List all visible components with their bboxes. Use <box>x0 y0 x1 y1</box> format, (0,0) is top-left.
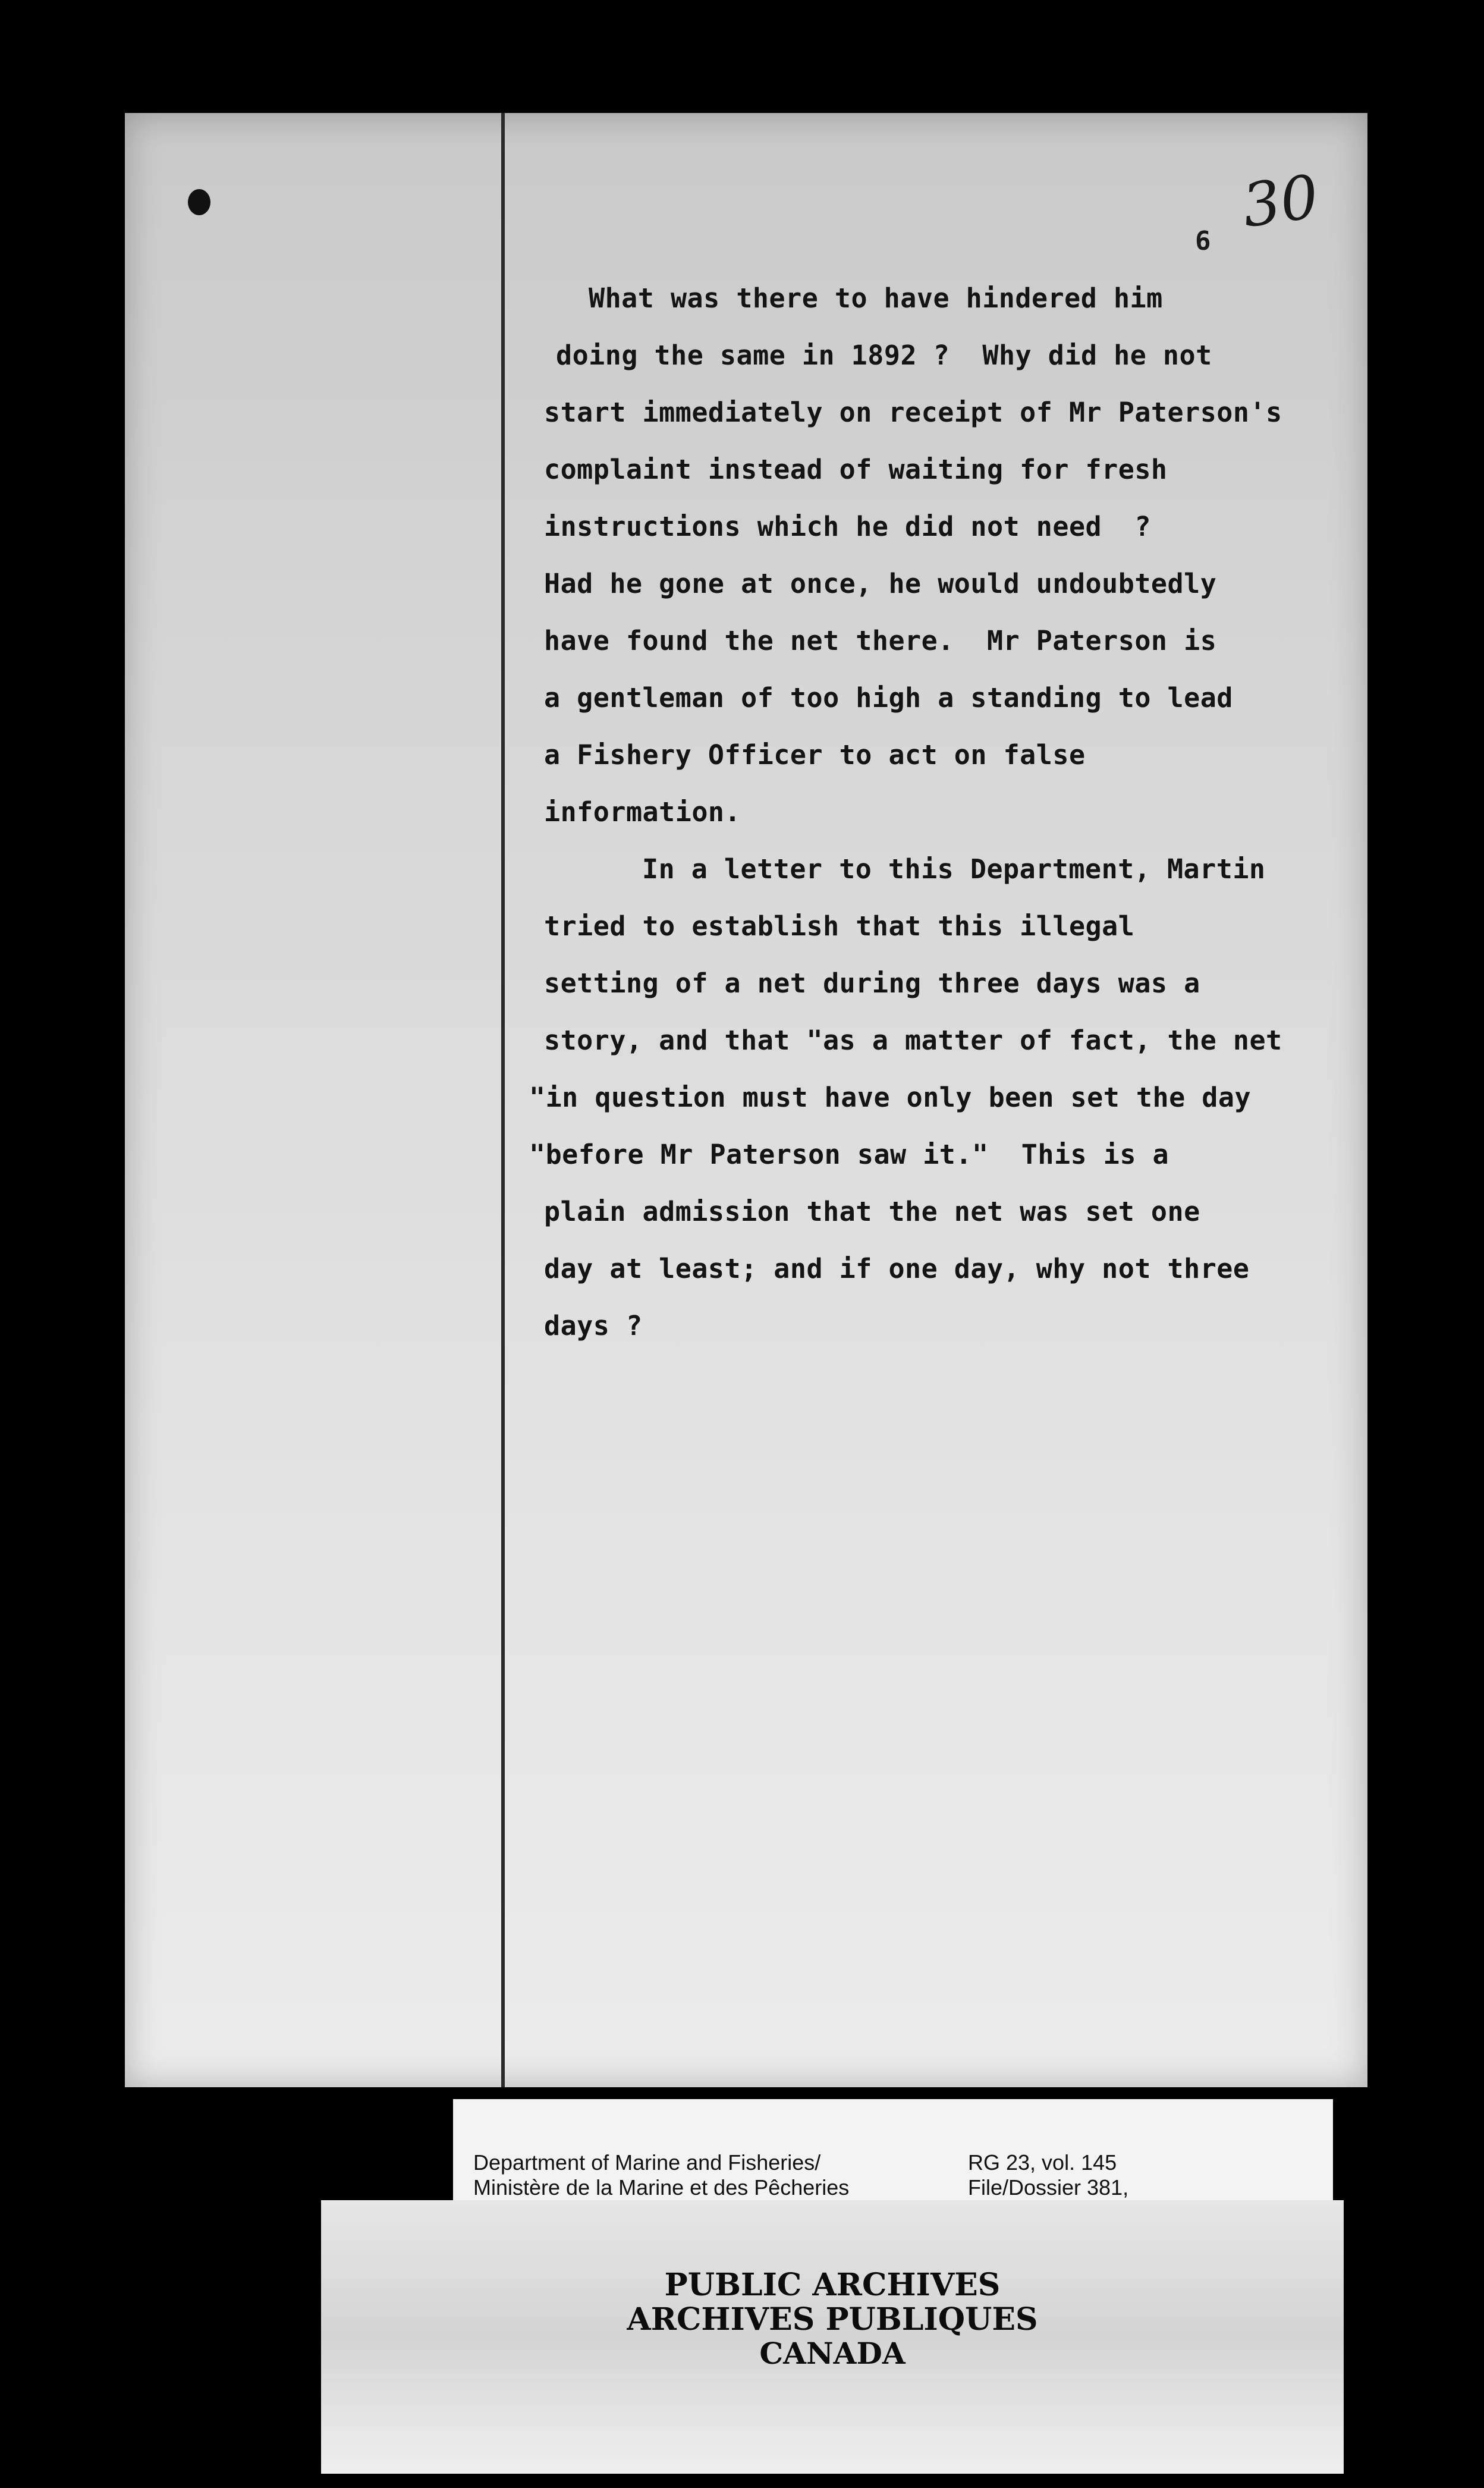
text-line: start immediately on receipt of Mr Paterson's <box>544 397 1282 428</box>
text-line: story, and that "as a matter of fact, the net <box>544 1025 1282 1056</box>
archives-line-english: PUBLIC ARCHIVES <box>664 2267 1001 2303</box>
record-group-reference: RG 23, vol. 145 <box>968 2150 1117 2175</box>
punch-hole <box>188 189 210 215</box>
department-french: Ministère de la Marine et des Pêcheries <box>473 2175 850 2200</box>
document-sheet <box>125 113 1367 2087</box>
text-line: complaint instead of waiting for fresh <box>544 454 1168 485</box>
archives-line-french: ARCHIVES PUBLIQUES <box>627 2301 1038 2338</box>
margin-rule <box>501 113 505 2087</box>
text-line: "in question must have only been set the day <box>529 1082 1252 1113</box>
text-line: What was there to have hindered him <box>589 282 1163 314</box>
text-line: a gentleman of too high a standing to lead <box>544 682 1233 714</box>
text-line: In a letter to this Department, Martin <box>642 853 1266 885</box>
text-line: day at least; and if one day, why not three <box>544 1253 1250 1284</box>
text-line: information. <box>544 796 741 828</box>
text-line: Had he gone at once, he would undoubtedly <box>544 568 1217 599</box>
text-line: "before Mr Paterson saw it." This is a <box>529 1139 1169 1170</box>
department-english: Department of Marine and Fisheries/ <box>473 2150 821 2175</box>
text-line: doing the same in 1892 ? Why did he not <box>556 340 1212 371</box>
text-line: have found the net there. Mr Paterson is <box>544 625 1217 656</box>
archives-stamp-band <box>321 2200 1344 2474</box>
text-line: setting of a net during three days was a <box>544 967 1200 999</box>
file-reference: File/Dossier 381, <box>968 2175 1129 2200</box>
archives-line-country: CANADA <box>759 2336 906 2371</box>
text-line: plain admission that the net was set one <box>544 1196 1200 1227</box>
folio-number: 30 <box>1238 161 1323 241</box>
text-line: a Fishery Officer to act on false <box>544 739 1086 771</box>
text-line: days ? <box>544 1310 643 1342</box>
text-line: instructions which he did not need ? <box>544 511 1151 542</box>
text-line: tried to establish that this illegal <box>544 910 1135 942</box>
page-number: 6 <box>1195 226 1211 256</box>
